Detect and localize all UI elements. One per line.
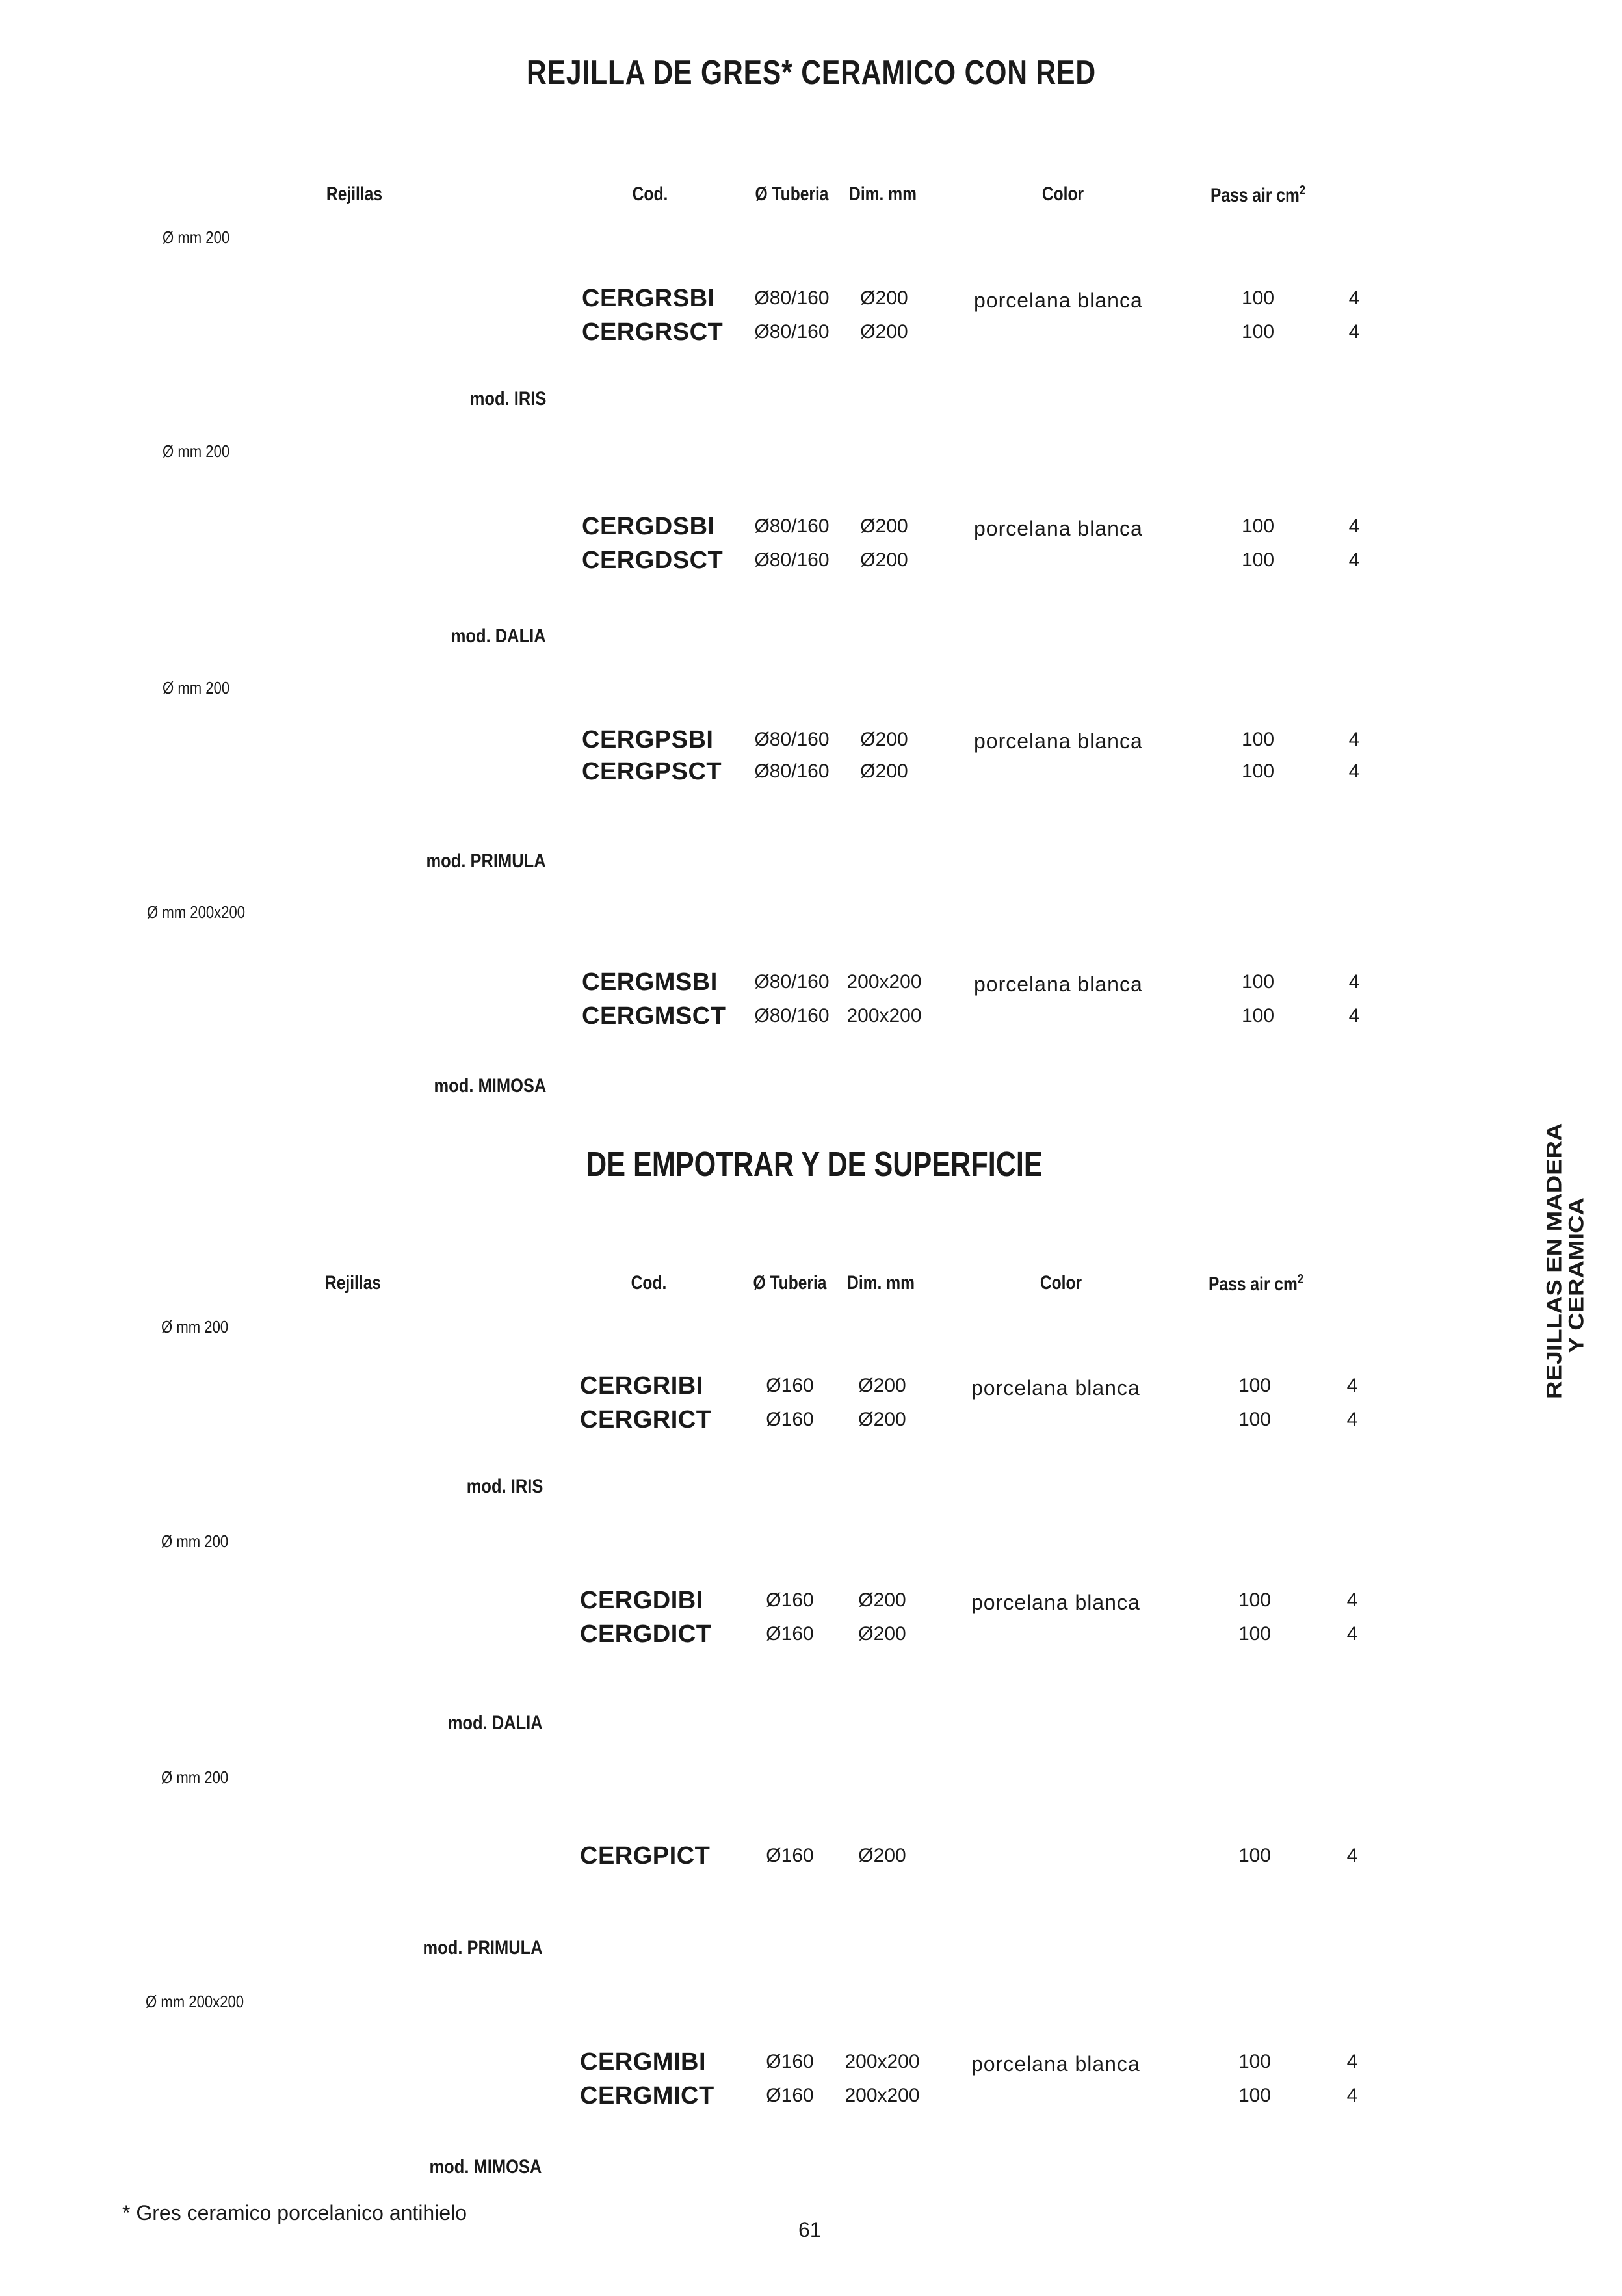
model-label: mod. MIMOSA	[434, 1075, 546, 1097]
header-tuberia: Ø Tuberia	[755, 183, 829, 205]
dim-value: 200x200	[844, 2051, 920, 2072]
color-value: porcelana blanca	[971, 1376, 1140, 1400]
side-label-line1: REJILLAS EN MADERA	[1543, 1123, 1567, 1399]
dim-value: Ø200	[860, 321, 908, 343]
diameter-label: Ø mm 200x200	[147, 902, 246, 922]
product-code: CERGMICT	[580, 2082, 714, 2109]
section2-title: DE EMPOTRAR Y DE SUPERFICIE	[586, 1145, 1043, 1184]
tuberia-value: Ø80/160	[754, 515, 830, 537]
quantity-value: 4	[1346, 1589, 1358, 1611]
model-label: mod. PRIMULA	[423, 1937, 543, 1959]
product-code: CERGPICT	[580, 1842, 711, 1870]
dim-value: 200x200	[846, 971, 922, 993]
quantity-value: 4	[1346, 1375, 1358, 1396]
dim-value: Ø200	[858, 1409, 906, 1430]
tuberia-value: Ø160	[766, 1845, 814, 1866]
color-value: porcelana blanca	[971, 1591, 1140, 1614]
header-color: Color	[1040, 1272, 1082, 1294]
header-cod: Cod.	[631, 1272, 667, 1294]
quantity-value: 4	[1348, 729, 1360, 750]
product-code: CERGMSCT	[582, 1002, 726, 1030]
header-color: Color	[1041, 183, 1084, 205]
quantity-value: 4	[1346, 1845, 1358, 1866]
tuberia-value: Ø80/160	[754, 549, 830, 571]
side-section-label	[1543, 1123, 1589, 1399]
model-label: mod. IRIS	[466, 1476, 543, 1497]
product-code: CERGDSCT	[582, 547, 724, 574]
tuberia-value: Ø80/160	[754, 729, 830, 750]
color-value: porcelana blanca	[974, 289, 1143, 312]
color-value: porcelana blanca	[971, 2052, 1140, 2076]
diameter-label: Ø mm 200x200	[146, 1992, 244, 2011]
header-pass-air: Pass air $cm^2$	[1209, 1272, 1303, 1295]
tuberia-value: Ø160	[766, 2051, 814, 2072]
quantity-value: 4	[1346, 2051, 1358, 2072]
tuberia-value: Ø160	[766, 1589, 814, 1611]
product-code: CERGPSCT	[582, 758, 722, 785]
color-value: porcelana blanca	[974, 729, 1143, 753]
diameter-label: Ø mm 200	[163, 228, 230, 247]
tuberia-value: Ø160	[766, 1375, 814, 1396]
quantity-value: 4	[1348, 321, 1360, 343]
diameter-label: Ø mm 200	[161, 1768, 229, 1787]
header-tuberia: Ø Tuberia	[753, 1272, 827, 1294]
model-label: mod. DALIA	[451, 625, 546, 647]
tuberia-value: Ø80/160	[754, 1005, 830, 1026]
tuberia-value: Ø80/160	[754, 321, 830, 343]
color-value: porcelana blanca	[974, 517, 1143, 540]
color-value: porcelana blanca	[974, 972, 1143, 996]
pass-air-value: 100	[1241, 287, 1275, 309]
tuberia-value: Ø80/160	[754, 971, 830, 993]
dim-value: Ø200	[860, 515, 908, 537]
dim-value: Ø200	[858, 1623, 906, 1645]
pass-air-value: 100	[1241, 971, 1275, 993]
tuberia-value: Ø80/160	[754, 761, 830, 782]
quantity-value: 4	[1348, 549, 1360, 571]
dim-value: Ø200	[858, 1375, 906, 1396]
dim-value: Ø200	[860, 729, 908, 750]
quantity-value: 4	[1348, 971, 1360, 993]
quantity-value: 4	[1348, 761, 1360, 782]
dim-value: Ø200	[860, 549, 908, 571]
quantity-value: 4	[1346, 1409, 1358, 1430]
product-code: CERGMIBI	[580, 2048, 706, 2076]
product-code: CERGRIBI	[580, 1372, 703, 1400]
diameter-label: Ø mm 200	[161, 1532, 229, 1551]
quantity-value: 4	[1346, 2085, 1358, 2106]
pass-air-value: 100	[1241, 761, 1275, 782]
dim-value: Ø200	[860, 287, 908, 309]
product-code: CERGRSBI	[582, 285, 715, 312]
dim-value: Ø200	[858, 1845, 906, 1866]
pass-air-value: 100	[1241, 321, 1275, 343]
model-label: mod. MIMOSA	[429, 2156, 542, 2178]
pass-air-value: 100	[1238, 2051, 1272, 2072]
header-rejillas: Rejillas	[324, 1272, 382, 1294]
product-code: CERGRICT	[580, 1406, 712, 1433]
footnote: * Gres ceramico porcelanico antihielo	[122, 2201, 467, 2224]
header-dim: Dim. mm	[847, 1272, 915, 1294]
quantity-value: 4	[1348, 287, 1360, 309]
dim-value: Ø200	[860, 761, 908, 782]
section1-title: REJILLA DE GRES* CERAMICO CON RED	[527, 54, 1096, 92]
pass-air-value: 100	[1238, 1375, 1272, 1396]
page-number: 61	[798, 2218, 822, 2241]
product-code: CERGPSBI	[582, 726, 714, 753]
pass-air-value: 100	[1238, 1845, 1272, 1866]
pass-air-value: 100	[1238, 1409, 1272, 1430]
quantity-value: 4	[1348, 1005, 1360, 1026]
tuberia-value: Ø160	[766, 1409, 814, 1430]
product-code: CERGDICT	[580, 1621, 712, 1648]
pass-air-value: 100	[1238, 2085, 1272, 2106]
model-label: mod. DALIA	[448, 1712, 543, 1734]
diameter-label: Ø mm 200	[161, 1317, 229, 1337]
pass-air-value: 100	[1241, 1005, 1275, 1026]
pass-air-value: 100	[1241, 729, 1275, 750]
pass-air-value: 100	[1238, 1623, 1272, 1645]
model-label: mod. PRIMULA	[426, 850, 546, 872]
tuberia-value: Ø160	[766, 2085, 814, 2106]
side-label-line2: Y CERAMICA	[1565, 1197, 1589, 1353]
pass-air-value: 100	[1241, 549, 1275, 571]
model-label: mod. IRIS	[469, 388, 546, 410]
product-code: CERGDIBI	[580, 1587, 703, 1614]
pass-air-value: 100	[1238, 1589, 1272, 1611]
quantity-value: 4	[1348, 515, 1360, 537]
product-code: CERGRSCT	[582, 319, 724, 346]
header-rejillas: Rejillas	[326, 183, 383, 205]
header-cod: Cod.	[632, 183, 668, 205]
dim-value: Ø200	[858, 1589, 906, 1611]
tuberia-value: Ø80/160	[754, 287, 830, 309]
pass-air-value: 100	[1241, 515, 1275, 537]
diameter-label: Ø mm 200	[163, 678, 230, 698]
tuberia-value: Ø160	[766, 1623, 814, 1645]
dim-value: 200x200	[844, 2085, 920, 2106]
dim-value: 200x200	[846, 1005, 922, 1026]
product-code: CERGMSBI	[582, 969, 718, 996]
product-code: CERGDSBI	[582, 513, 715, 540]
header-pass-air: Pass air $cm^2$	[1210, 183, 1305, 206]
quantity-value: 4	[1346, 1623, 1358, 1645]
diameter-label: Ø mm 200	[163, 441, 230, 461]
header-dim: Dim. mm	[849, 183, 917, 205]
